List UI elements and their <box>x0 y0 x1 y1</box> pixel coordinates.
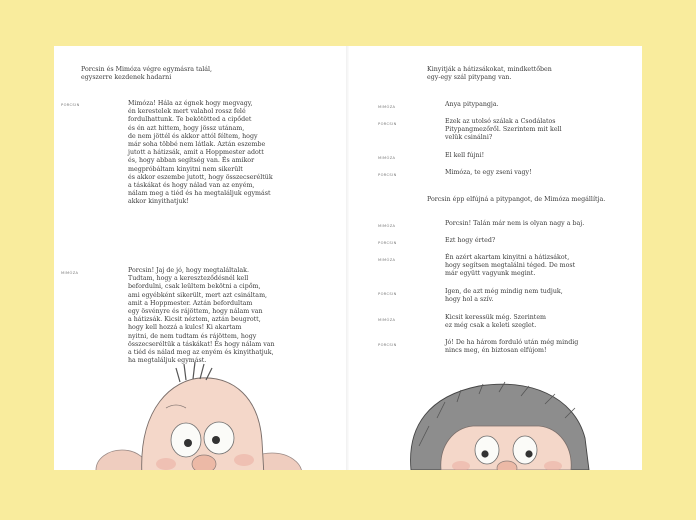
stage-direction-intro: Porcsin és Mimóza végre egymásra talál, egyszerre kezdenek hadarni <box>81 66 213 82</box>
dialogue-line: Igen, de azt még mindig nem tudjuk, hogy hol a szív. <box>445 288 563 304</box>
speaker-label: MIMÓZA <box>378 318 396 322</box>
speaker-label: PORCSIN <box>378 343 397 347</box>
dialogue-line: Jó! De ha három forduló után még mindig nincs meg, én biztosan elfújom! <box>445 339 579 355</box>
stage-direction: Porcsin épp elfújná a pitypangot, de Mimóza megállítja. <box>427 196 606 203</box>
dialogue-line: Ezek az utolsó szálak a Csodálatos Pitypangmezőről. Szerintem mit kell velük csinálni? <box>445 118 562 142</box>
speaker-label: PORCSIN <box>378 122 397 126</box>
dialogue-line: Porcsin! Jaj de jó, hogy megtaláltalak. Tudtam, hogy a kereszteződésnél kell befordulni, csak leültem bekötni a cipőm, ami egyébként sikerült, mert azt csináltam, amit a Hoppmester. Aztán befordultam egy ösvényre és rájöttem, hogy nálam van a hátizsák. Kicsit néztem, aztán beugrott, hogy kell hozzá a kulcs! Ki akartam nyitni, de nem tudtam és rájöttem, hogy összecseréltük a táskákat! És hogy nálam van a tiéd és nálad meg az enyém és kinyithatjuk, ha megtaláljuk egymást. <box>128 267 275 365</box>
speaker-label: MIMÓZA <box>61 271 79 275</box>
speaker-label: MIMÓZA <box>378 224 396 228</box>
speaker-label: PORCSIN <box>378 241 397 245</box>
speaker-label: MIMÓZA <box>378 258 396 262</box>
stage-direction-intro: Kinyitják a hátizsákokat, mindkettőben egy-egy szál pitypang van. <box>427 66 552 82</box>
dialogue-line: Én azért akartam kinyitni a hátizsákot, hogy segítsen megtalálni téged. De most már együtt vagyunk megint. <box>445 254 576 278</box>
dialogue-line: Ezt hogy érted? <box>445 237 496 244</box>
speaker-label: MIMÓZA <box>378 156 396 160</box>
dialogue-line: Mimóza! Hála az égnek hogy megvagy, én kerestelek mert valahol rossz felé fordulhattunk. Te bekötötted a cipődet és én azt hittem, hogy jössz utánam, de nem jöttél és akkor attól féltem, hogy már soha többé nem látlak. Aztán eszembe jutott a hátizsák, amit a Hoppmester adott és, hogy abban segítség van. És amikor megpróbáltam kinyitni nem sikerült és akkor eszembe jutott, hogy összecseréltük a táskákat és hogy nálad van az enyém, nálam meg a tiéd és ha megtaláljuk egymást akkor kinyithatjuk! <box>128 100 273 206</box>
porcsin-illustration <box>54 46 349 470</box>
left-page <box>54 46 349 470</box>
speaker-label: MIMÓZA <box>378 105 396 109</box>
right-page <box>349 46 642 470</box>
dialogue-line: Porcsin! Talán már nem is olyan nagy a baj. <box>445 220 585 227</box>
dialogue-line: El kell fújni! <box>445 152 485 159</box>
dialogue-line: Mimóza, te egy zseni vagy! <box>445 169 532 176</box>
dialogue-line: Anya pitypangja. <box>445 101 499 108</box>
speaker-label: PORCSIN <box>61 103 80 107</box>
speaker-label: PORCSIN <box>378 173 397 177</box>
mimoza-illustration <box>349 46 642 470</box>
speaker-label: PORCSIN <box>378 292 397 296</box>
dialogue-line: Kicsit keressük még. Szerintem ez még csak a keleti szeglet. <box>445 314 547 330</box>
